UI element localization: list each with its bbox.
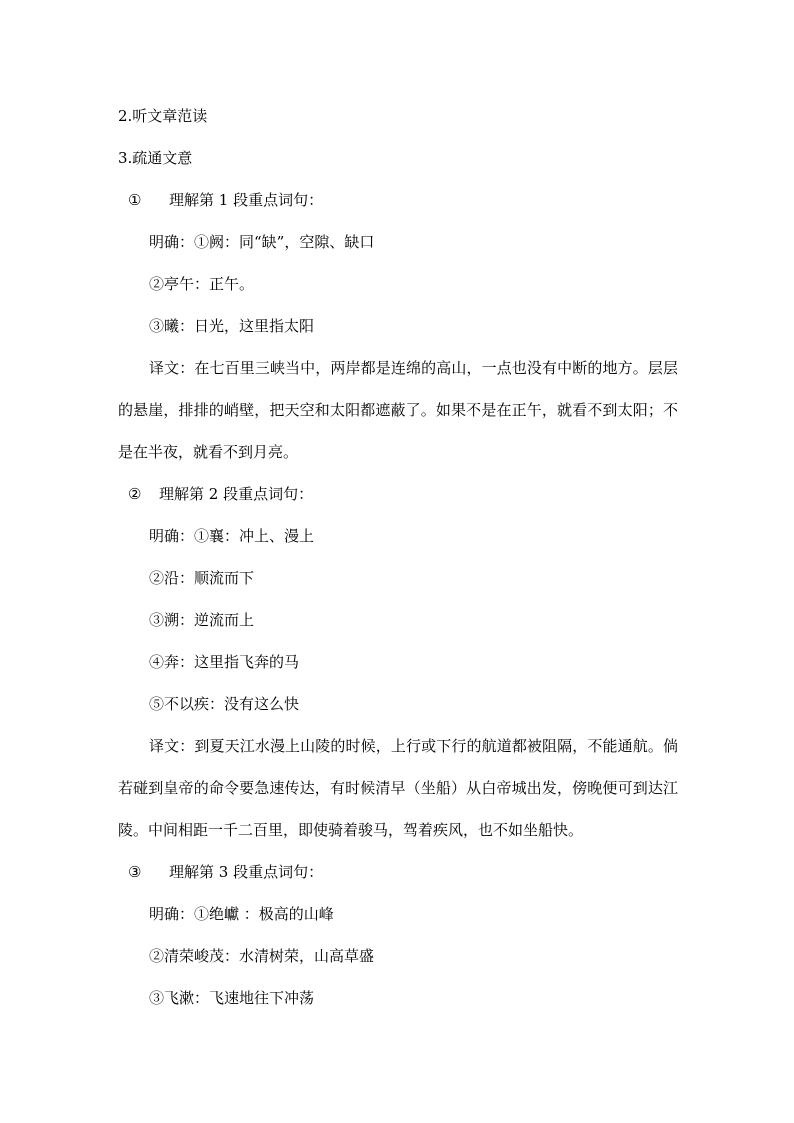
part1-item-2: ②亭午：正午。 <box>149 275 255 293</box>
part2-item-2: ②沿：顺流而下 <box>149 569 255 587</box>
part2-item-5: ⑤不以疾：没有这么快 <box>149 695 300 713</box>
part1-heading-number: ① <box>128 191 142 209</box>
part2-heading-number: ② <box>128 485 142 503</box>
part3-item-3: ③飞漱：飞速地往下冲荡 <box>149 989 315 1007</box>
part1-item-3: ③曦：日光，这里指太阳 <box>149 317 315 335</box>
part1-item-1: 明确：①阙：同“缺”，空隙、缺口 <box>149 233 375 251</box>
part1-heading-text: 理解第 1 段重点词句： <box>169 191 324 209</box>
part2-item-3: ③溯：逆流而上 <box>149 611 255 629</box>
step-3-heading: 3.疏通文意 <box>118 149 193 167</box>
part3-heading <box>128 862 323 882</box>
part2-heading <box>128 484 313 504</box>
part2-translation: 译文：到夏天江水漫上山陵的时候，上行或下行的航道都被阻隔，不能通航。倘若碰到皇帝的命令要急速传达，有时候清早（坐船）从白帝城出发，傍晚便可到达江陵。中间相距一千二百里，即使骑着骏马，驾着疾风，也不如坐船快。 <box>118 737 678 839</box>
part3-item-1: 明确：①绝巘 ：极高的山峰 <box>149 905 334 923</box>
part1-heading <box>128 190 323 210</box>
part3-item-2: ②清荣峻茂：水清树荣，山高草盛 <box>149 947 375 965</box>
part2-heading-text: 理解第 2 段重点词句： <box>159 485 314 503</box>
part2-item-4: ④奔：这里指飞奔的马 <box>149 653 300 671</box>
step-2-heading: 2.听文章范读 <box>118 107 208 125</box>
part2-item-1: 明确：①襄：冲上、漫上 <box>149 527 315 545</box>
part3-heading-number: ③ <box>128 863 142 881</box>
part3-heading-text: 理解第 3 段重点词句： <box>169 863 324 881</box>
part1-translation: 译文：在七百里三峡当中，两岸都是连绵的高山，一点也没有中断的地方。层层的悬崖，排排的峭壁，把天空和太阳都遮蔽了。如果不是在正午，就看不到太阳；不是在半夜，就看不到月亮。 <box>118 359 678 461</box>
